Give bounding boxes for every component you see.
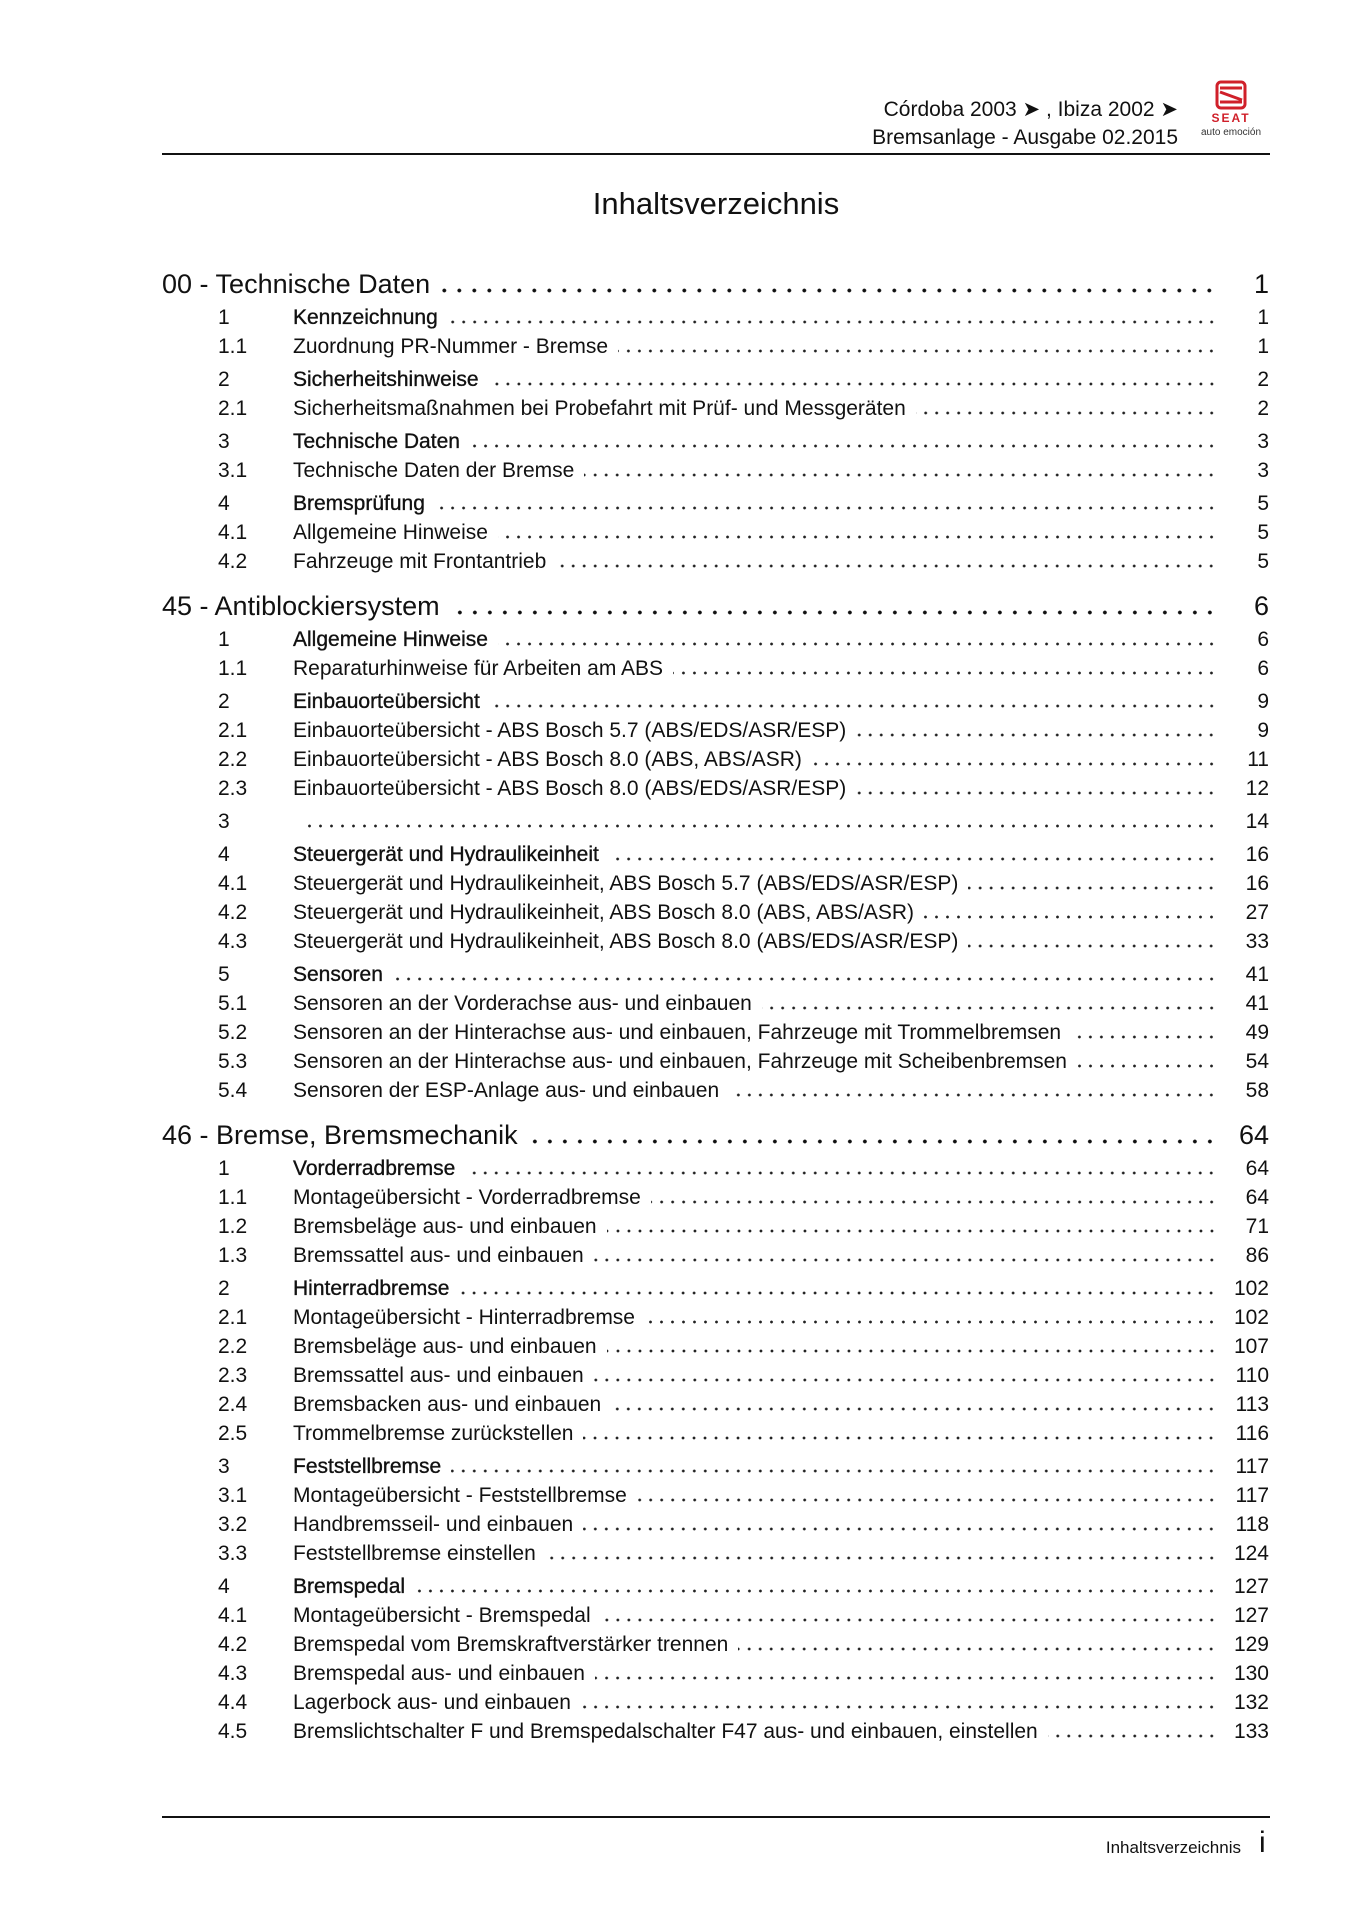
page-number: 133 <box>1233 1720 1269 1743</box>
entry-number: 4.3 <box>218 1662 248 1685</box>
entry-title: Sensoren an der Vorderachse aus- und einbauen <box>293 992 752 1015</box>
toc-subchapter-entry[interactable] <box>162 1359 1269 1388</box>
entry-title: Einbauorteübersicht - ABS Bosch 5.7 (ABS/EDS/ASR/ESP) <box>293 719 847 742</box>
entry-number: 2.1 <box>218 1306 248 1329</box>
dot-leader <box>595 1671 1217 1681</box>
entry-title: Bremsprüfung <box>293 492 425 515</box>
dot-leader <box>546 1551 1217 1561</box>
entry-title: Bremsbacken aus- und einbauen <box>293 1393 602 1416</box>
page-title: Inhaltsverzeichnis <box>592 186 840 221</box>
entry-number: 2.1 <box>218 719 248 742</box>
entry-title: Lagerbock aus- und einbauen <box>293 1691 571 1714</box>
page-number: 54 <box>1245 1050 1269 1073</box>
toc-subchapter-entry[interactable] <box>162 1330 1269 1359</box>
entry-number: 5.1 <box>218 992 248 1015</box>
page-number: 41 <box>1245 963 1269 986</box>
page-number: 6 <box>1253 591 1269 621</box>
entry-title: Feststellbremse einstellen <box>293 1542 536 1565</box>
entry-title: Sensoren der ESP-Anlage aus- und einbauen <box>293 1079 720 1102</box>
toc-subchapter-entry[interactable] <box>162 1016 1269 1045</box>
page-number: 127 <box>1233 1575 1269 1598</box>
section-name: Antiblockiersystem <box>214 591 440 621</box>
page-number: 41 <box>1245 992 1269 1015</box>
entry-number: 2 <box>218 690 230 713</box>
entry-title: Allgemeine Hinweise <box>293 628 488 651</box>
page-number: 6 <box>1257 657 1269 680</box>
toc-subchapter-entry[interactable] <box>162 1181 1269 1210</box>
entry-number: 4.2 <box>218 901 248 924</box>
dot-leader <box>812 757 1217 767</box>
entry-title: Reparaturhinweise für Arbeiten am ABS <box>293 657 664 680</box>
toc-subchapter-entry[interactable] <box>162 987 1269 1016</box>
toc-chapter-entry[interactable] <box>162 301 1269 330</box>
toc-subchapter-entry[interactable] <box>162 1715 1269 1744</box>
entry-number: 3 <box>218 810 230 833</box>
entry-title: Steuergerät und Hydraulikeinheit, ABS Bosch 5.7 (ABS/EDS/ASR/ESP) <box>293 872 959 895</box>
dot-leader <box>856 786 1217 796</box>
entry-number: 2.1 <box>218 397 248 420</box>
toc-subchapter-entry[interactable] <box>162 1388 1269 1417</box>
dot-leader <box>435 501 1217 511</box>
section-title <box>162 591 450 622</box>
entry-title: Feststellbremse <box>293 1455 442 1478</box>
entry-number: 1.1 <box>218 335 248 358</box>
entry-title: Einbauorteübersicht - ABS Bosch 8.0 (ABS/EDS/ASR/ESP) <box>293 777 847 800</box>
page-number: 124 <box>1233 1542 1269 1565</box>
page-number: 2 <box>1257 368 1269 391</box>
toc-subchapter-entry[interactable] <box>162 1537 1269 1566</box>
svg-text:SEAT: SEAT <box>1211 111 1251 125</box>
document-header <box>872 96 1178 152</box>
entry-number: 4.2 <box>218 550 248 573</box>
toc-section-heading[interactable] <box>162 1117 1269 1151</box>
entry-title: Montageübersicht - Vorderradbremse <box>293 1186 641 1209</box>
header-subject-line: Bremsanlage - Ausgabe 02.2015 <box>872 126 1178 149</box>
header-model-line: Córdoba 2003 ➤ , Ibiza 2002 ➤ <box>883 98 1178 121</box>
dot-leader <box>393 972 1217 982</box>
page-number: 5 <box>1257 521 1269 544</box>
toc-chapter-entry[interactable] <box>162 487 1269 516</box>
toc-subchapter-entry[interactable] <box>162 1417 1269 1446</box>
entry-number: 1.2 <box>218 1215 248 1238</box>
page-number: 86 <box>1245 1244 1269 1267</box>
toc-subchapter-entry[interactable] <box>162 330 1269 359</box>
entry-number: 4.1 <box>218 1604 248 1627</box>
entry-title: Bremspedal <box>293 1575 406 1598</box>
entry-title: Bremssattel aus- und einbauen <box>293 1364 584 1387</box>
page-number: 107 <box>1233 1335 1269 1358</box>
entry-number: 3 <box>218 430 230 453</box>
page-number: 58 <box>1245 1079 1269 1102</box>
entry-title: Bremspedal vom Bremskraftverstärker trennen <box>293 1633 729 1656</box>
entry-number: 4 <box>218 843 230 866</box>
entry-title: Steuergerät und Hydraulikeinheit, ABS Bosch 8.0 (ABS/EDS/ASR/ESP) <box>293 930 959 953</box>
page-number: 64 <box>1238 1120 1269 1150</box>
toc-subchapter-entry[interactable] <box>162 1074 1269 1103</box>
entry-title: Vorderradbremse <box>293 1157 456 1180</box>
entry-title: Hinterradbremse <box>293 1277 450 1300</box>
dot-leader <box>611 1402 1217 1412</box>
entry-title: Technische Daten <box>293 430 460 453</box>
toc-chapter-entry[interactable] <box>162 1152 1269 1181</box>
dot-leader <box>1071 1030 1217 1040</box>
entry-number: 4.2 <box>218 1633 248 1656</box>
toc-chapter-entry[interactable] <box>162 805 1269 834</box>
entry-number: 1 <box>218 306 230 329</box>
dot-leader <box>581 1700 1217 1710</box>
entry-number: 2 <box>218 368 230 391</box>
dot-leader <box>498 530 1217 540</box>
dot-leader <box>924 910 1217 920</box>
entry-number: 1.3 <box>218 1244 248 1267</box>
dot-leader <box>738 1642 1217 1652</box>
dot-leader <box>645 1315 1217 1325</box>
svg-text:auto emoción: auto emoción <box>1200 127 1262 138</box>
seat-logo <box>1188 80 1274 146</box>
dot-leader <box>303 819 1217 829</box>
entry-number: 4 <box>218 492 230 515</box>
page-number: 49 <box>1245 1021 1269 1044</box>
entry-number: 3.1 <box>218 459 248 482</box>
dot-leader <box>729 1088 1217 1098</box>
entry-number: 4.4 <box>218 1691 248 1714</box>
entry-number: 2.2 <box>218 1335 248 1358</box>
toc-subchapter-entry[interactable] <box>162 454 1269 483</box>
entry-title: Handbremsseil- und einbauen <box>293 1513 574 1536</box>
page-number: 129 <box>1233 1633 1269 1656</box>
entry-title: Einbauorteübersicht - ABS Bosch 8.0 (ABS, ABS/ASR) <box>293 748 802 771</box>
page-number: 3 <box>1257 430 1269 453</box>
toc-subchapter-entry[interactable] <box>162 1686 1269 1715</box>
dot-leader <box>856 728 1217 738</box>
entry-title: Sicherheitshinweise <box>293 368 479 391</box>
footer-rule <box>162 1816 1270 1818</box>
toc-subchapter-entry[interactable] <box>162 772 1269 801</box>
dot-leader <box>968 939 1217 949</box>
page-number: 64 <box>1245 1186 1269 1209</box>
dot-leader <box>498 637 1217 647</box>
toc-subchapter-entry[interactable] <box>162 743 1269 772</box>
dot-leader <box>451 1464 1217 1474</box>
entry-number: 3.2 <box>218 1513 248 1536</box>
toc-subchapter-entry[interactable] <box>162 392 1269 421</box>
dot-leader <box>528 1133 1217 1145</box>
page-number: 1 <box>1257 335 1269 358</box>
dot-leader <box>415 1584 1217 1594</box>
toc-subchapter-entry[interactable] <box>162 1657 1269 1686</box>
header-rule <box>162 153 1270 155</box>
entry-number: 4.1 <box>218 521 248 544</box>
dot-leader <box>601 1613 1217 1623</box>
toc-subchapter-entry[interactable] <box>162 516 1269 545</box>
dot-leader <box>556 559 1217 569</box>
entry-title: Steuergerät und Hydraulikeinheit, ABS Bosch 8.0 (ABS, ABS/ASR) <box>293 901 914 924</box>
entry-number: 2.3 <box>218 777 248 800</box>
entry-number: 2.3 <box>218 1364 248 1387</box>
dot-leader <box>489 377 1217 387</box>
dot-leader <box>673 666 1217 676</box>
page-number: 117 <box>1235 1484 1269 1507</box>
toc-subchapter-entry[interactable] <box>162 925 1269 954</box>
entry-title: Steuergerät und Hydraulikeinheit <box>293 843 599 866</box>
entry-title: Montageübersicht - Hinterradbremse <box>293 1306 635 1329</box>
page-number: 102 <box>1233 1306 1269 1329</box>
page-number: 113 <box>1235 1393 1269 1416</box>
page-number: 9 <box>1257 719 1269 742</box>
page-number: 5 <box>1257 550 1269 573</box>
page-number: 110 <box>1235 1364 1269 1387</box>
entry-title: Montageübersicht - Feststellbremse <box>293 1484 627 1507</box>
toc-section-heading[interactable] <box>162 588 1269 622</box>
toc-section-heading[interactable] <box>162 266 1269 300</box>
toc-subchapter-entry[interactable] <box>162 1599 1269 1628</box>
entry-number: 4.1 <box>218 872 248 895</box>
toc-subchapter-entry[interactable] <box>162 1508 1269 1537</box>
section-name: Bremse, Bremsmechanik <box>216 1120 518 1150</box>
dot-leader <box>916 406 1217 416</box>
page-number: 11 <box>1247 748 1269 771</box>
toc-subchapter-entry[interactable] <box>162 1045 1269 1074</box>
page-number: 16 <box>1245 843 1269 866</box>
dot-leader <box>762 1001 1217 1011</box>
page-number: 27 <box>1245 901 1269 924</box>
toc-subchapter-entry[interactable] <box>162 714 1269 743</box>
toc-chapter-entry[interactable] <box>162 838 1269 867</box>
toc-chapter-entry[interactable] <box>162 1450 1269 1479</box>
page-number: 16 <box>1245 872 1269 895</box>
page-number: 12 <box>1245 777 1269 800</box>
entry-title: Technische Daten der Bremse <box>293 459 575 482</box>
dot-leader <box>651 1195 1217 1205</box>
page-number: 117 <box>1235 1455 1269 1478</box>
entry-number: 5.3 <box>218 1050 248 1073</box>
entry-number: 2 <box>218 1277 230 1300</box>
page-number: 118 <box>1235 1513 1269 1536</box>
toc-chapter-entry[interactable] <box>162 1570 1269 1599</box>
entry-number: 2.5 <box>218 1422 248 1445</box>
entry-title: Allgemeine Hinweise <box>293 521 488 544</box>
page-number: 132 <box>1233 1691 1269 1714</box>
page-number: 1 <box>1253 269 1269 299</box>
dot-leader <box>607 1224 1217 1234</box>
dot-leader <box>583 1522 1217 1532</box>
dot-leader <box>450 604 1217 616</box>
page-number: 102 <box>1233 1277 1269 1300</box>
entry-title: Kennzeichnung <box>293 306 438 329</box>
dot-leader <box>465 1166 1217 1176</box>
toc-subchapter-entry[interactable] <box>162 1239 1269 1268</box>
entry-number: 4.3 <box>218 930 248 953</box>
dot-leader <box>448 315 1217 325</box>
toc-chapter-entry[interactable] <box>162 623 1269 652</box>
toc-subchapter-entry[interactable] <box>162 867 1269 896</box>
entry-title: Bremsbeläge aus- und einbauen <box>293 1335 597 1358</box>
section-title <box>162 1120 528 1151</box>
entry-title: Zuordnung PR-Nummer - Bremse <box>293 335 609 358</box>
entry-number: 1.1 <box>218 657 248 680</box>
dot-leader <box>594 1253 1217 1263</box>
toc-chapter-entry[interactable] <box>162 1272 1269 1301</box>
entry-title: Bremssattel aus- und einbauen <box>293 1244 584 1267</box>
dot-leader <box>607 1344 1217 1354</box>
dot-leader <box>1048 1729 1217 1739</box>
page-number: 1 <box>1257 306 1269 329</box>
entry-title: Sensoren <box>293 963 383 986</box>
dot-leader <box>594 1373 1217 1383</box>
entry-number: 5.4 <box>218 1079 248 1102</box>
dot-leader <box>1077 1059 1217 1069</box>
toc-chapter-entry[interactable] <box>162 685 1269 714</box>
entry-number: 2.4 <box>218 1393 248 1416</box>
dot-leader <box>470 439 1217 449</box>
entry-title: Trommelbremse zurückstellen <box>293 1422 574 1445</box>
page-number: 2 <box>1257 397 1269 420</box>
entry-number: 3.1 <box>218 1484 248 1507</box>
page-number: 127 <box>1233 1604 1269 1627</box>
toc-subchapter-entry[interactable] <box>162 1479 1269 1508</box>
entry-number: 1 <box>218 1157 230 1180</box>
entry-number: 5 <box>218 963 230 986</box>
toc-subchapter-entry[interactable] <box>162 1210 1269 1239</box>
entry-title: Sicherheitsmaßnahmen bei Probefahrt mit Prüf- und Messgeräten <box>293 397 906 420</box>
table-of-contents <box>162 266 1269 1744</box>
page-number: 5 <box>1257 492 1269 515</box>
section-number: 46 - <box>162 1120 217 1150</box>
dot-leader <box>609 852 1217 862</box>
dot-leader <box>968 881 1217 891</box>
toc-chapter-entry[interactable] <box>162 363 1269 392</box>
page-number: 9 <box>1257 690 1269 713</box>
toc-subchapter-entry[interactable] <box>162 652 1269 681</box>
dot-leader <box>490 699 1217 709</box>
entry-number: 3 <box>218 1455 230 1478</box>
entry-title: Fahrzeuge mit Frontantrieb <box>293 550 547 573</box>
dot-leader <box>583 1431 1217 1441</box>
entry-title: Montageübersicht - Bremspedal <box>293 1604 591 1627</box>
footer-page-number: i <box>1259 1826 1266 1859</box>
toc-subchapter-entry[interactable] <box>162 896 1269 925</box>
entry-title: Sensoren an der Hinterachse aus- und einbauen, Fahrzeuge mit Scheibenbremsen <box>293 1050 1067 1073</box>
entry-title: Bremspedal aus- und einbauen <box>293 1662 585 1685</box>
page-number: 14 <box>1245 810 1269 833</box>
entry-title: Bremslichtschalter F und Bremspedalschalter F47 aus- und einbauen, einstellen <box>293 1720 1038 1743</box>
section-number: 45 - <box>162 591 215 621</box>
entry-number: 2.2 <box>218 748 248 771</box>
page-number: 33 <box>1245 930 1269 953</box>
toc-subchapter-entry[interactable] <box>162 1301 1269 1330</box>
entry-number: 4 <box>218 1575 230 1598</box>
entry-number: 1.1 <box>218 1186 248 1209</box>
section-title <box>162 269 440 300</box>
entry-title: Sensoren an der Hinterachse aus- und einbauen, Fahrzeuge mit Trommelbremsen <box>293 1021 1062 1044</box>
toc-subchapter-entry[interactable] <box>162 545 1269 574</box>
footer-label: Inhaltsverzeichnis <box>1105 1838 1241 1857</box>
page-number: 64 <box>1245 1157 1269 1180</box>
dot-leader <box>440 282 1217 294</box>
entry-number: 5.2 <box>218 1021 248 1044</box>
toc-chapter-entry[interactable] <box>162 425 1269 454</box>
dot-leader <box>459 1286 1217 1296</box>
dot-leader <box>584 468 1217 478</box>
toc-subchapter-entry[interactable] <box>162 1628 1269 1657</box>
entry-title: Einbauorteübersicht <box>293 690 480 713</box>
section-number: 00 - <box>162 269 216 299</box>
page-number: 130 <box>1233 1662 1269 1685</box>
toc-chapter-entry[interactable] <box>162 958 1269 987</box>
entry-number: 3.3 <box>218 1542 248 1565</box>
page-number: 6 <box>1257 628 1269 651</box>
entry-title: Bremsbeläge aus- und einbauen <box>293 1215 597 1238</box>
page-number: 3 <box>1257 459 1269 482</box>
dot-leader <box>618 344 1217 354</box>
dot-leader <box>637 1493 1217 1503</box>
page-number: 71 <box>1245 1215 1269 1238</box>
section-name: Technische Daten <box>215 269 431 299</box>
entry-number: 4.5 <box>218 1720 248 1743</box>
entry-number: 1 <box>218 628 230 651</box>
page-number: 116 <box>1235 1422 1269 1445</box>
